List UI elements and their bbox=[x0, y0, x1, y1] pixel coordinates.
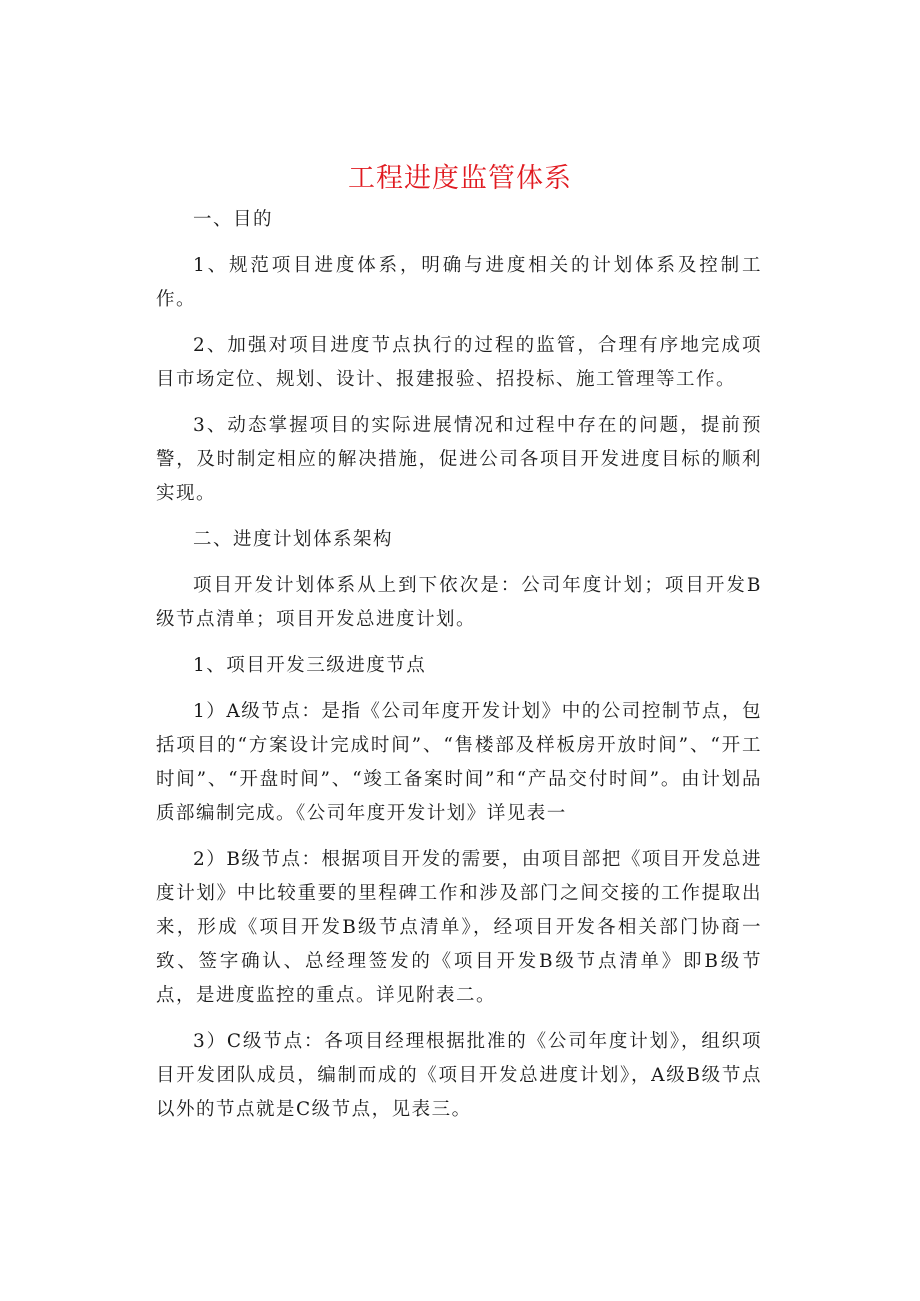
paragraph-purpose-1: 1、规范项目进度体系，明确与进度相关的计划体系及控制工作。 bbox=[156, 255, 762, 310]
paragraph-b-level-node: 2）B级节点：根据项目开发的需要，由项目部把《项目开发总进度计划》中比较重要的里程碑工作和涉及部门之间交接的工作提取出来，形成《项目开发B级节点清单》，经项目开发各相关部门协商一致、签字确认、总经理签发的《项目开发B级节点清单》即B级节点，是进度监控的重点。详见附表二。 bbox=[156, 849, 762, 1006]
document-body bbox=[156, 203, 762, 1139]
paragraph-a-level-node: 1）A级节点：是指《公司年度开发计划》中的公司控制节点，包括项目的“方案设计完成时间”、“售楼部及样板房开放时间”、“开工时间”、“开盘时间”、“竣工备案时间”和“产品交付时间”。由计划品质部编制完成。《公司年度开发计划》详见表一 bbox=[156, 701, 762, 824]
subheading-three-level-nodes: 1、项目开发三级进度节点 bbox=[193, 655, 427, 676]
paragraph-purpose-2: 2、加强对项目进度节点执行的过程的监管，合理有序地完成项目市场定位、规划、设计、报建报验、招投标、施工管理等工作。 bbox=[156, 335, 762, 390]
document-title: 工程进度监管体系 bbox=[348, 163, 572, 194]
paragraph-purpose-3: 3、动态掌握项目的实际进展情况和过程中存在的问题，提前预警，及时制定相应的解决措施，促进公司各项目开发进度目标的顺利实现。 bbox=[156, 415, 762, 504]
paragraph-c-level-node: 3）C级节点：各项目经理根据批准的《公司年度计划》，组织项目开发团队成员，编制而成的《项目开发总进度计划》，A级B级节点以外的节点就是C级节点，见表三。 bbox=[156, 1031, 762, 1120]
section-heading-framework: 二、进度计划体系架构 bbox=[193, 529, 394, 550]
section-heading-purpose: 一、目的 bbox=[193, 209, 274, 230]
paragraph-framework-intro: 项目开发计划体系从上到下依次是：公司年度计划；项目开发B级节点清单；项目开发总进度计划。 bbox=[156, 575, 762, 630]
